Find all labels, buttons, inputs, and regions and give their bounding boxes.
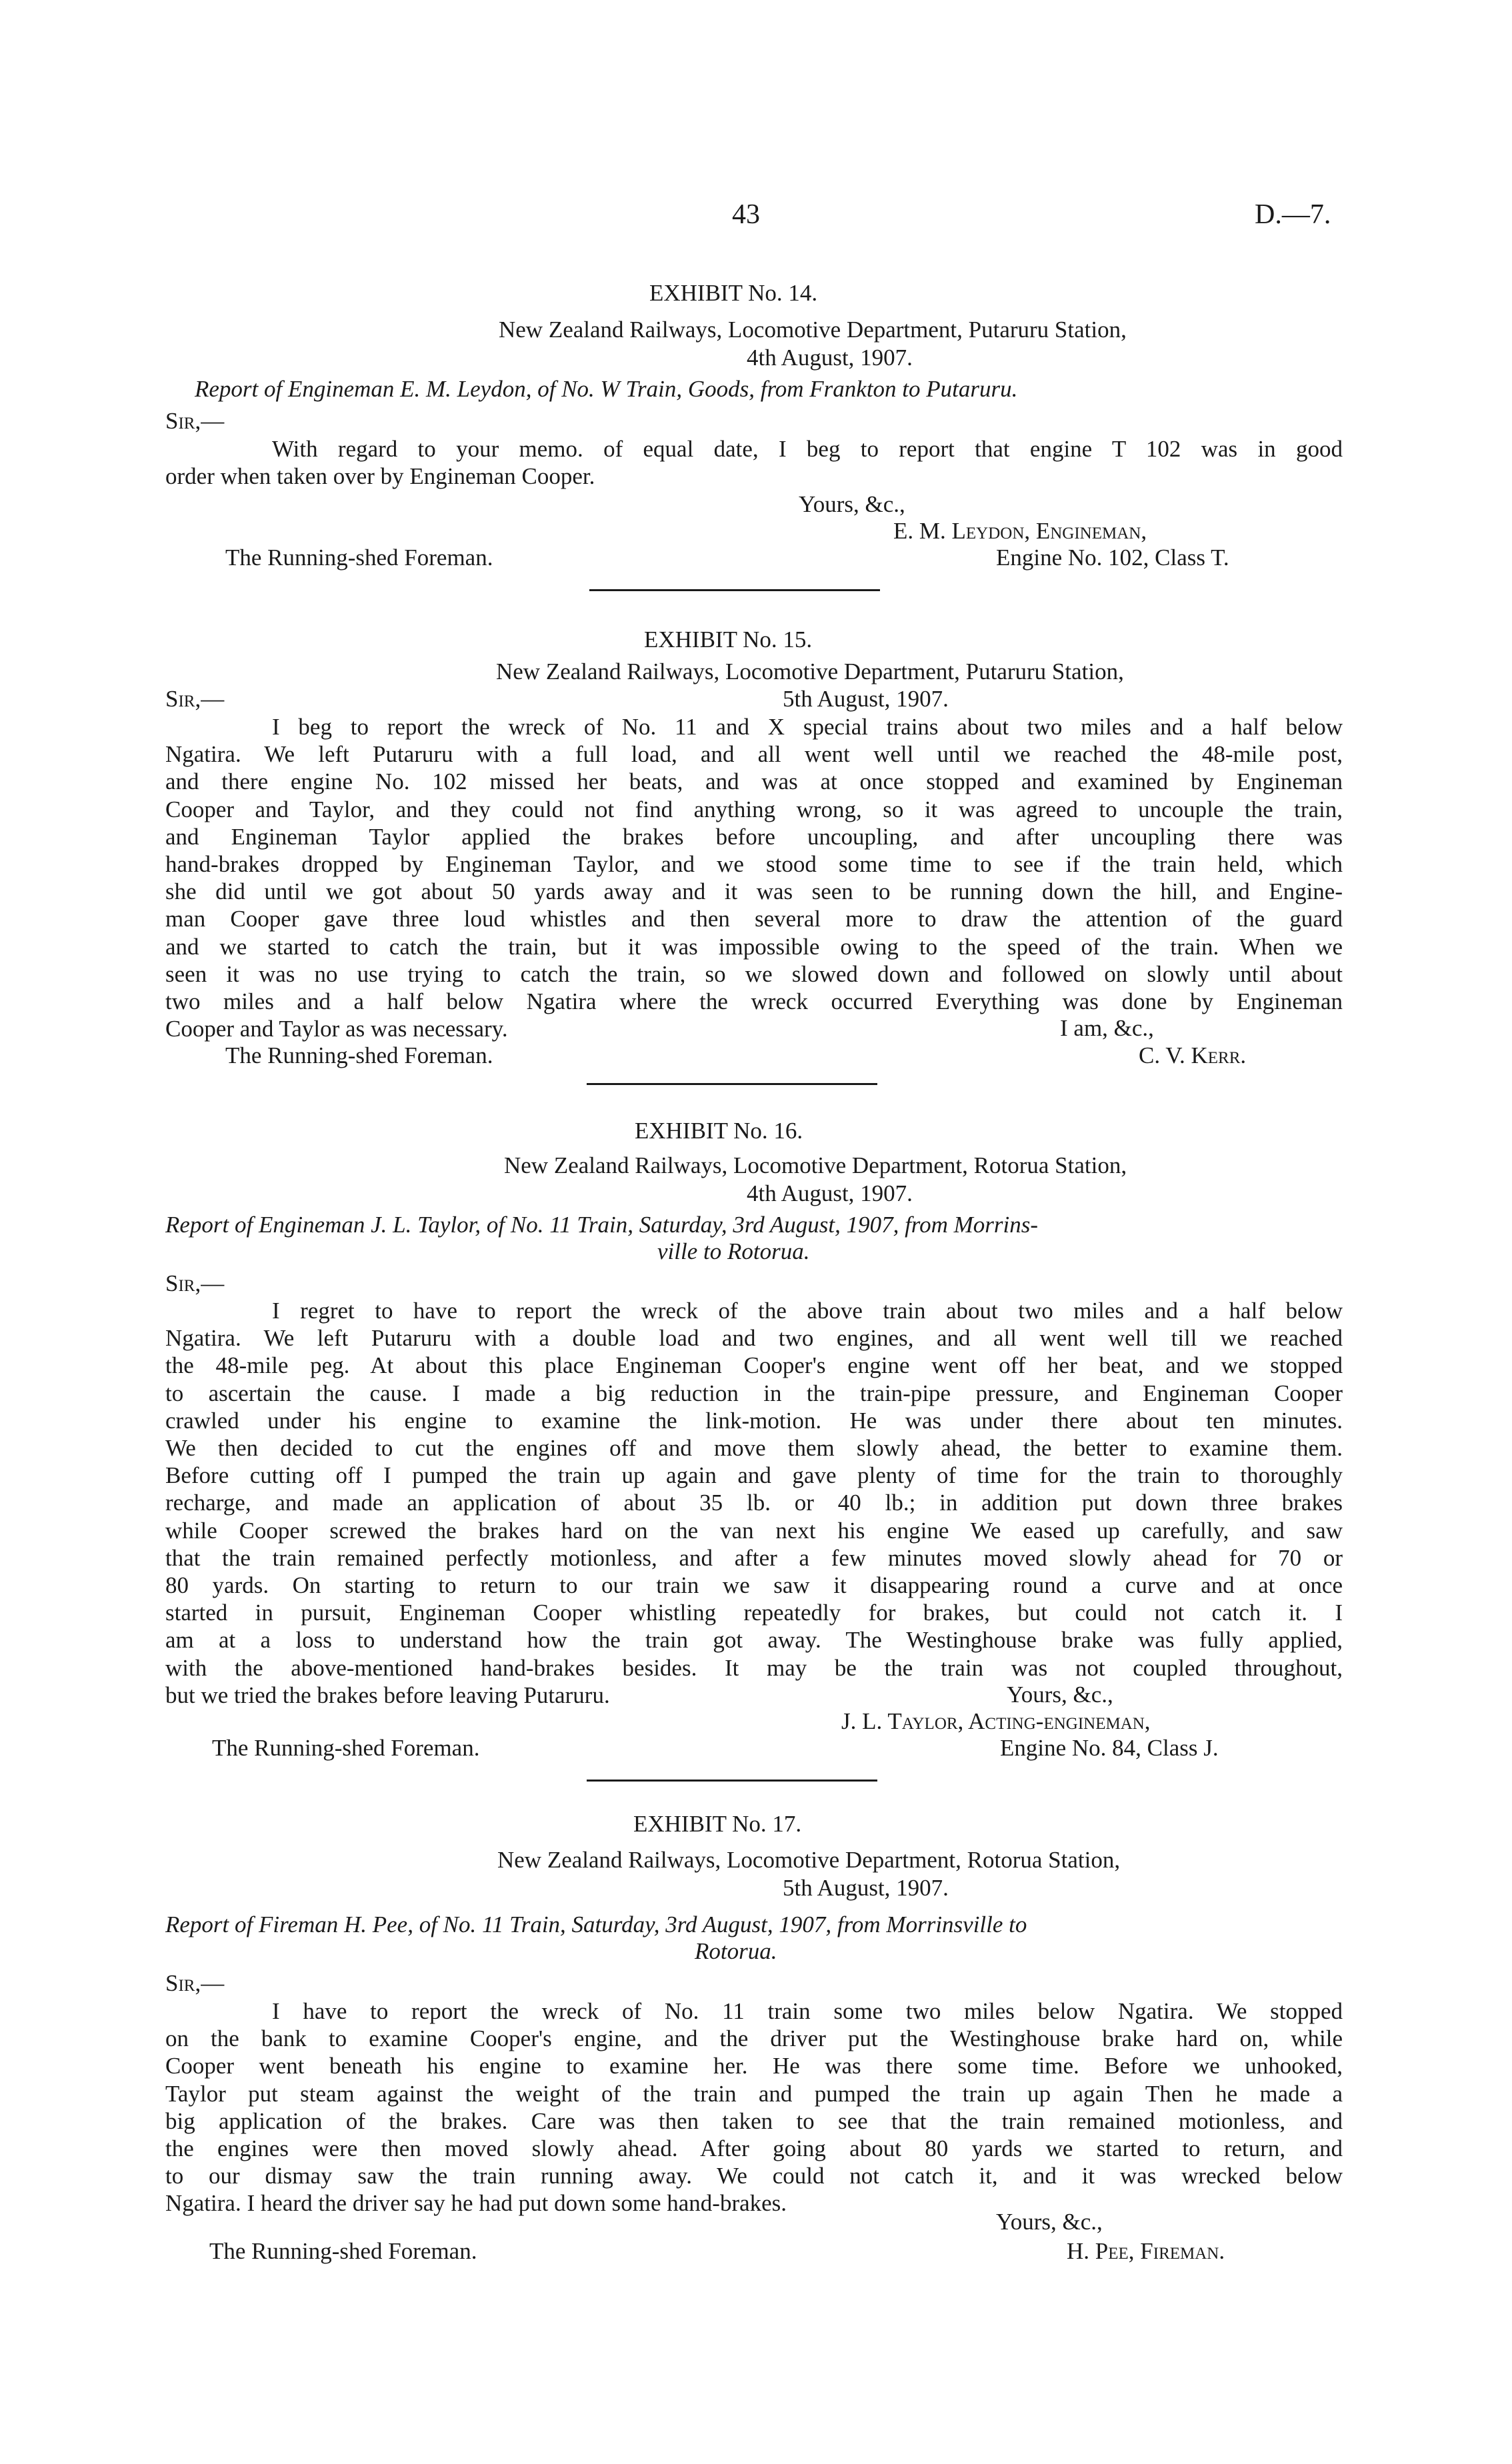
signature: E. M. Leydon, Engineman,: [893, 518, 1147, 544]
engine-class: Engine No. 84, Class J.: [1000, 1735, 1219, 1761]
body-line: to our dismay saw the train running away. We could not catch it, and it was wrecked below: [165, 2163, 1343, 2189]
body-line: man Cooper gave three loud whistles and then several more to draw the attention of the guard: [165, 906, 1343, 932]
body-line: on the bank to examine Cooper's engine, and the driver put the Westinghouse brake hard on, while: [165, 2025, 1343, 2052]
letter-body: [165, 713, 1343, 1042]
report-heading-continued: Rotorua.: [695, 1938, 777, 1964]
body-line: and we started to catch the train, but it was impossible owing to the speed of the train. When we: [165, 933, 1343, 960]
signature: C. V. Kerr.: [1139, 1042, 1247, 1068]
body-line: to ascertain the cause. I made a big reduction in the train-pipe pressure, and Engineman Cooper: [165, 1380, 1343, 1406]
body-line: big application of the brakes. Care was then taken to see that the train remained motionless, and: [165, 2107, 1343, 2134]
body-line: Cooper went beneath his engine to examine her. He was there some time. Before we unhooked,: [165, 2053, 1343, 2079]
body-line: Ngatira. We left Putaruru with a double load and two engines, and all went well till we reached: [165, 1325, 1343, 1352]
page-number: 43: [732, 199, 760, 230]
letter-date: 5th August, 1907.: [783, 1875, 949, 1901]
body-line: recharge, and made an application of about 35 lb. or 40 lb.; in addition put down three brakes: [165, 1490, 1343, 1516]
body-line: that the train remained perfectly motionless, and after a few minutes moved slowly ahead for 70 or: [165, 1544, 1343, 1571]
document-code: D.—7.: [1255, 199, 1331, 230]
salutation: Sir,—: [165, 408, 225, 434]
body-line: the engines were then moved slowly ahead. After going about 80 yards we started to return, and: [165, 2135, 1343, 2162]
section-divider: [587, 1780, 877, 1782]
body-line: crawled under his engine to examine the link-motion. He was under there about ten minutes.: [165, 1407, 1343, 1434]
salutation: Sir,—: [165, 1970, 225, 1996]
body-line: Cooper and Taylor, and they could not find anything wrong, so it was agreed to uncouple the train,: [165, 796, 1343, 822]
exhibit-title: EXHIBIT No. 16.: [635, 1118, 803, 1144]
engine-class: Engine No. 102, Class T.: [996, 545, 1229, 571]
section-divider: [587, 1083, 877, 1085]
letter-date: 5th August, 1907.: [783, 686, 949, 712]
signature: J. L. Taylor, Acting-engineman,: [841, 1708, 1151, 1734]
body-line: seen it was no use trying to catch the train, so we slowed down and followed on slowly until about: [165, 960, 1343, 987]
section-divider: [589, 589, 880, 591]
body-line: Before cutting off I pumped the train up again and gave plenty of time for the train to thoroughly: [165, 1462, 1343, 1489]
report-heading: Report of Engineman E. M. Leydon, of No. W Train, Goods, from Frankton to Putaruru.: [195, 376, 1018, 402]
salutation: Sir,—: [165, 686, 225, 712]
body-line: order when taken over by Engineman Cooper.: [165, 463, 595, 490]
closing: Yours, &c.,: [1007, 1682, 1113, 1708]
body-line: started in pursuit, Engineman Cooper whistling repeatedly for brakes, but could not catch it. I: [165, 1600, 1343, 1626]
closing: I am, &c.,: [1060, 1015, 1154, 1041]
station-address: New Zealand Railways, Locomotive Department, Rotorua Station,: [497, 1847, 1121, 1873]
exhibit-title: EXHIBIT No. 15.: [644, 626, 813, 652]
body-line: Taylor put steam against the weight of the train and pumped the train up again Then he made a: [165, 2080, 1343, 2107]
body-line: with the above-mentioned hand-brakes besides. It may be the train was not coupled throughout,: [165, 1654, 1343, 1681]
body-line: and Engineman Taylor applied the brakes before uncoupling, and after uncoupling there was: [165, 823, 1343, 850]
report-heading-continued: ville to Rotorua.: [657, 1238, 810, 1264]
body-line: she did until we got about 50 yards away and it was seen to be running down the hill, and Engine-: [165, 878, 1343, 905]
body-line: 80 yards. On starting to return to our train we saw it disappearing round a curve and at once: [165, 1572, 1343, 1599]
exhibit-title: EXHIBIT No. 14.: [649, 280, 818, 306]
exhibit-title: EXHIBIT No. 17.: [633, 1811, 802, 1837]
station-address: New Zealand Railways, Locomotive Department, Putaruru Station,: [496, 658, 1124, 684]
station-address: New Zealand Railways, Locomotive Department, Rotorua Station,: [504, 1152, 1127, 1178]
body-line: and there engine No. 102 missed her beats, and was at once stopped and examined by Engineman: [165, 768, 1343, 795]
letter-date: 4th August, 1907.: [747, 1180, 913, 1206]
addressee: The Running-shed Foreman.: [225, 545, 493, 571]
body-line: With regard to your memo. of equal date, I beg to report that engine T 102 was in good: [272, 436, 1343, 462]
body-line: but we tried the brakes before leaving Putaruru.: [165, 1682, 610, 1708]
letter-body: [165, 1297, 1343, 1709]
body-line: Ngatira. I heard the driver say he had put down some hand-brakes.: [165, 2190, 787, 2217]
body-line: Ngatira. We left Putaruru with a full load, and all went well until we reached the 48-mile post,: [165, 741, 1343, 768]
addressee: The Running-shed Foreman.: [225, 1042, 493, 1068]
body-line: I have to report the wreck of No. 11 train some two miles below Ngatira. We stopped: [272, 1998, 1343, 2024]
letter-date: 4th August, 1907.: [747, 345, 913, 371]
closing: Yours, &c.,: [996, 2209, 1103, 2235]
body-line: hand-brakes dropped by Engineman Taylor, and we stood some time to see if the train held, which: [165, 851, 1343, 878]
addressee: The Running-shed Foreman.: [209, 2238, 477, 2264]
body-line: the 48-mile peg. At about this place Engineman Cooper's engine went off her beat, and we stopped: [165, 1352, 1343, 1379]
body-line: We then decided to cut the engines off and move them slowly ahead, the better to examine them.: [165, 1435, 1343, 1462]
body-line: Cooper and Taylor as was necessary.: [165, 1016, 508, 1042]
closing: Yours, &c.,: [799, 491, 905, 517]
letter-body: [165, 1997, 1343, 2217]
report-heading: Report of Fireman H. Pee, of No. 11 Train, Saturday, 3rd August, 1907, from Morrinsville to: [165, 1911, 1027, 1937]
body-line: am at a loss to understand how the train got away. The Westinghouse brake was fully applied,: [165, 1627, 1343, 1654]
station-address: New Zealand Railways, Locomotive Department, Putaruru Station,: [499, 317, 1127, 343]
addressee: The Running-shed Foreman.: [212, 1735, 480, 1761]
body-line: while Cooper screwed the brakes hard on the van next his engine We eased up carefully, and saw: [165, 1517, 1343, 1544]
signature: H. Pee, Fireman.: [1067, 2238, 1225, 2264]
body-line: I beg to report the wreck of No. 11 and X special trains about two miles and a half below: [272, 714, 1343, 740]
report-heading: Report of Engineman J. L. Taylor, of No. 11 Train, Saturday, 3rd August, 1907, from Morrins-: [165, 1212, 1039, 1238]
body-line: two miles and a half below Ngatira where the wreck occurred Everything was done by Engineman: [165, 988, 1343, 1015]
body-line: I regret to have to report the wreck of the above train about two miles and a half below: [272, 1298, 1343, 1324]
letter-body: [165, 435, 1343, 490]
salutation: Sir,—: [165, 1270, 225, 1296]
